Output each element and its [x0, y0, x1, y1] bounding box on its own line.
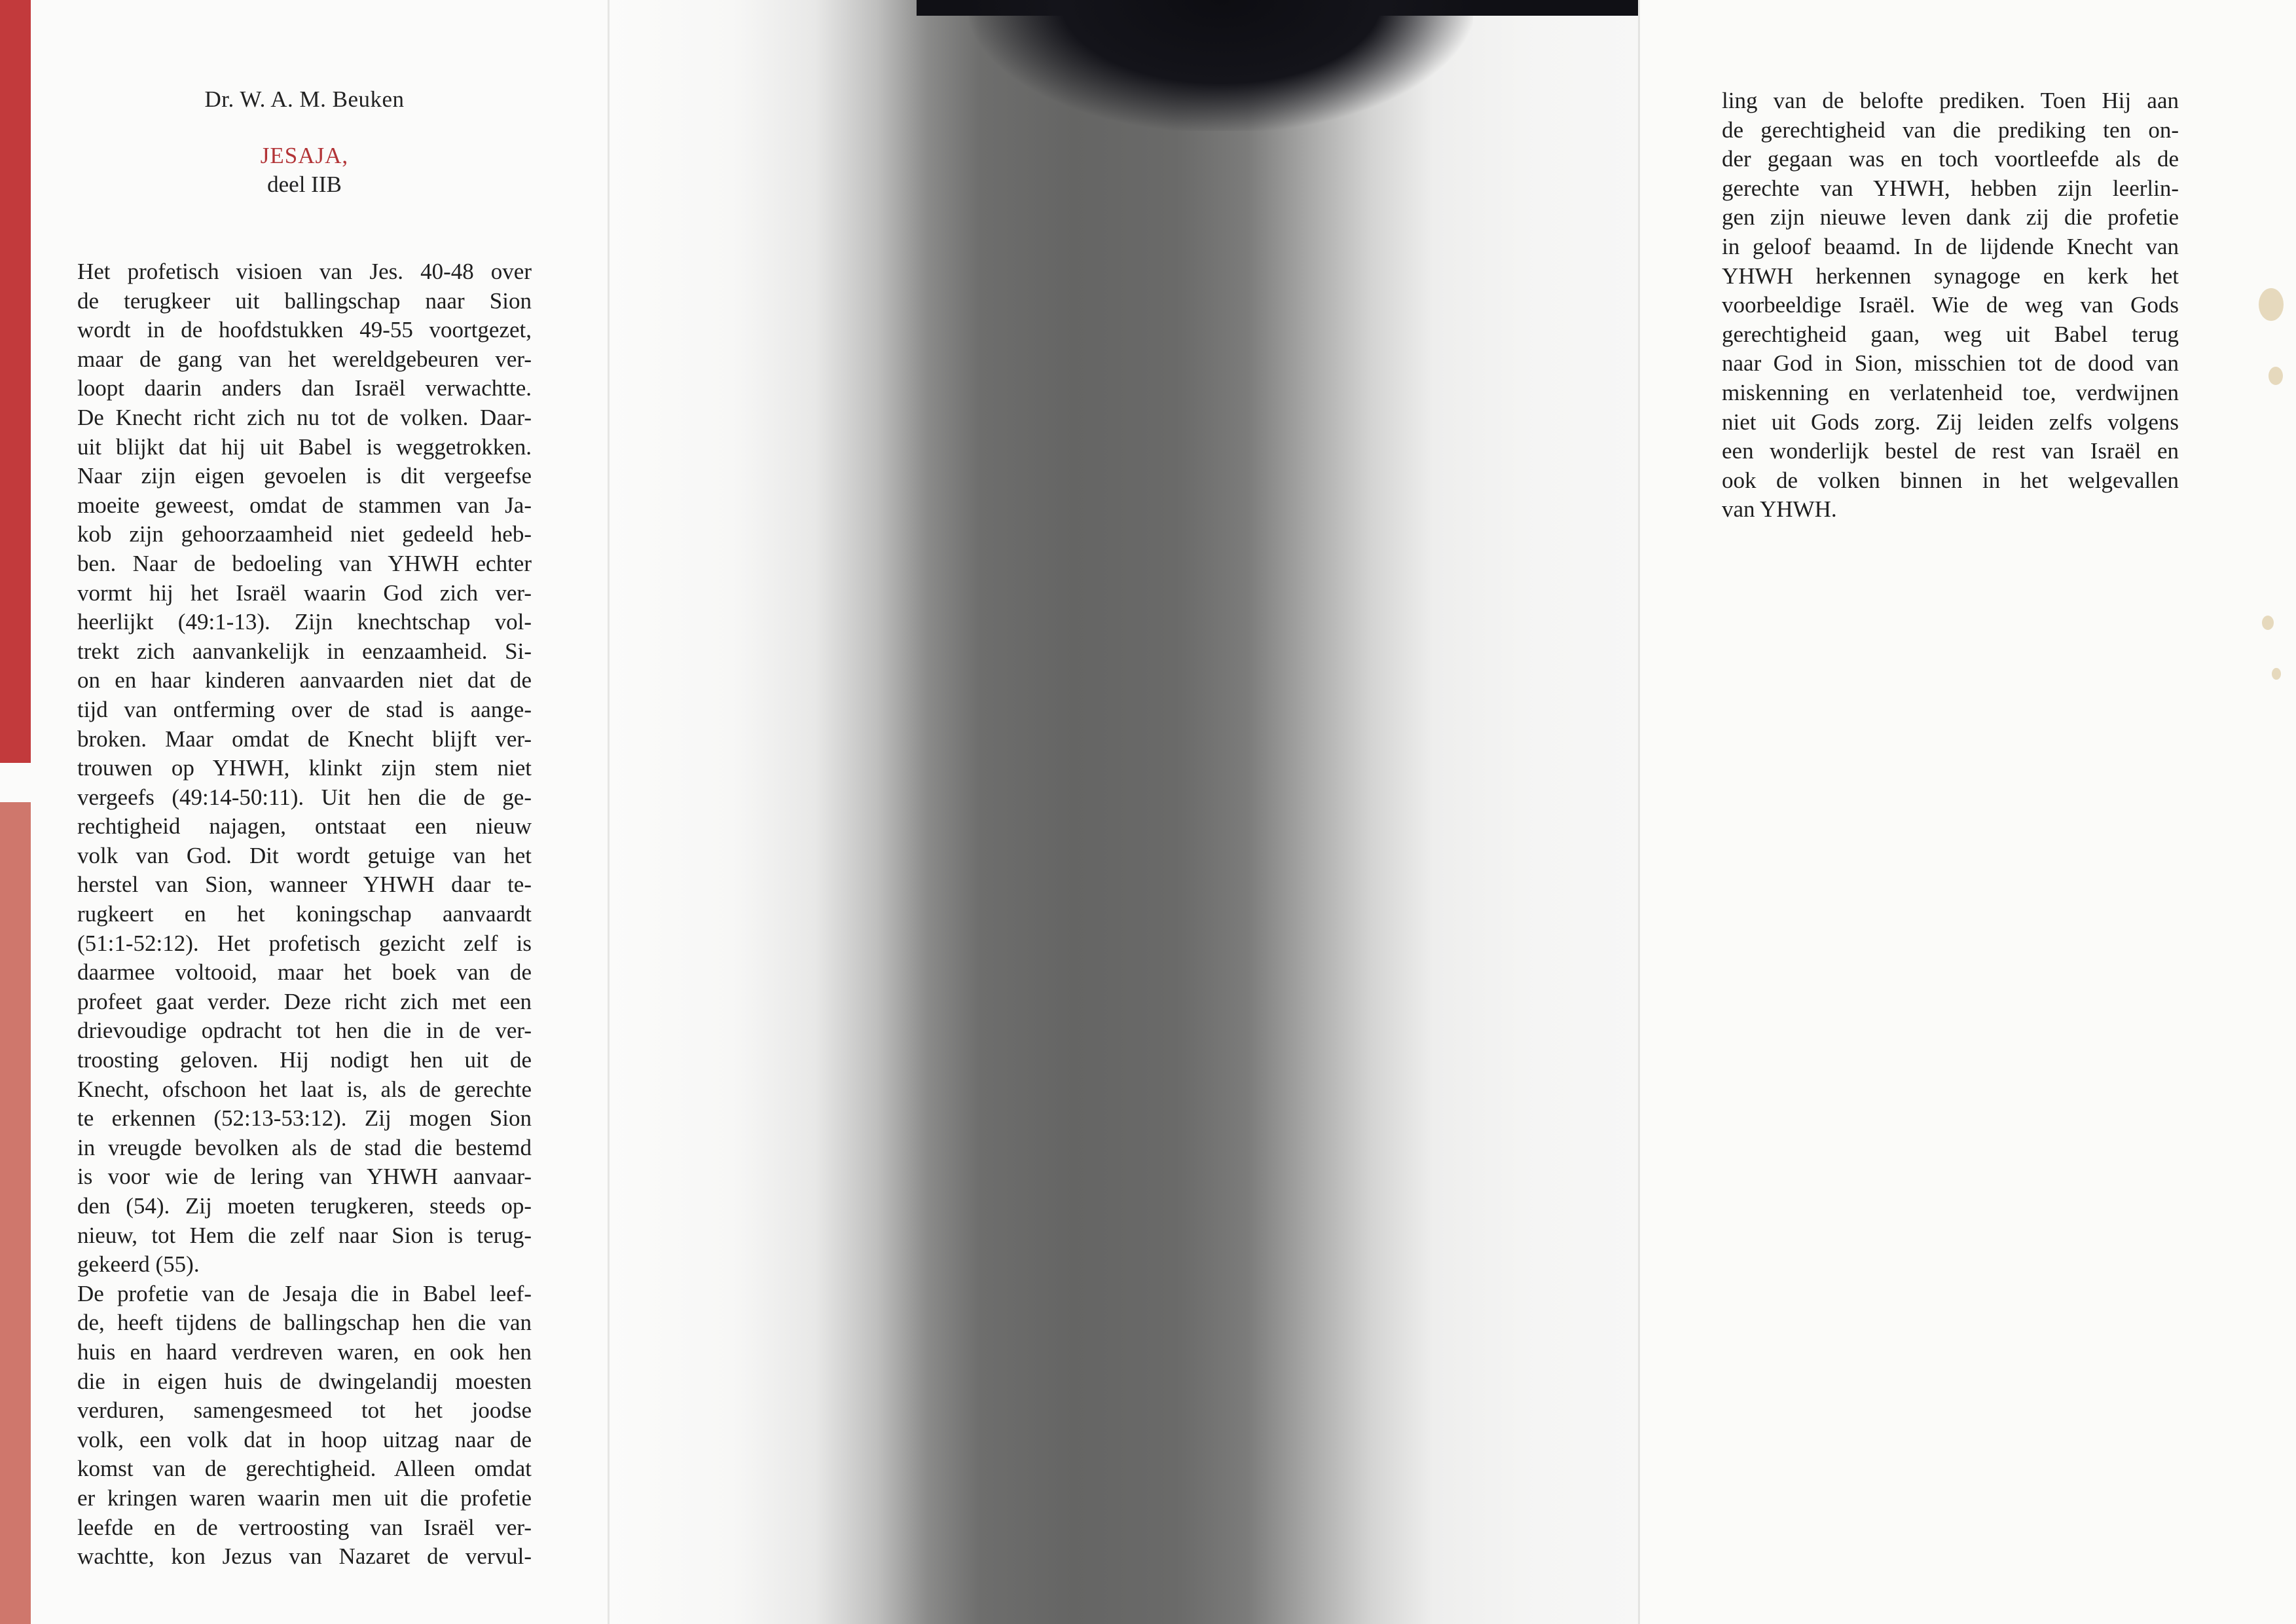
foxing-spot	[2262, 616, 2274, 630]
text-line: (51:1-52:12). Het profetisch gezicht zelf is	[77, 930, 532, 956]
text-line: uit blijkt dat hij uit Babel is weggetrokken.	[77, 434, 532, 460]
book-subtitle: deel IIB	[267, 172, 342, 197]
text-line: vormt hij het Israël waarin God zich ver-	[77, 580, 532, 606]
text-line: is voor wie de lering van YHWH aanvaar-	[77, 1164, 532, 1190]
red-edge-strip-bottom	[0, 802, 31, 1624]
text-line: komst van de gerechtigheid. Alleen omdat	[77, 1456, 532, 1482]
text-line: rechtigheid najagen, ontstaat een nieuw	[77, 813, 532, 840]
text-line: de terugkeer uit ballingschap naar Sion	[77, 287, 532, 314]
foxing-spot	[2259, 288, 2284, 321]
text-line: trekt zich aanvankelijk in eenzaamheid. Si-	[77, 638, 532, 664]
text-line: maar de gang van het wereldgebeuren ver-	[77, 346, 532, 372]
left-flap-body-text	[77, 257, 532, 1572]
text-line: Knecht, ofschoon het laat is, als de gerechte	[77, 1076, 532, 1102]
text-line: gerechtigheid gaan, weg uit Babel terug	[1722, 321, 2179, 347]
text-line: gen zijn nieuwe leven dank zij die profetie	[1722, 204, 2179, 231]
left-fold-edge	[608, 0, 610, 1624]
text-line: nieuw, tot Hem die zelf naar Sion is terug-	[77, 1222, 532, 1248]
author-name: Dr. W. A. M. Beuken	[204, 86, 405, 112]
text-line: ook de volken binnen in het welgevallen	[1722, 467, 2179, 493]
text-line: volk van God. Dit wordt getuige van het	[77, 842, 532, 868]
text-line: De profetie van de Jesaja die in Babel leef-	[77, 1280, 532, 1306]
text-line: loopt daarin anders dan Israël verwachtte.	[77, 375, 532, 401]
text-line: broken. Maar omdat de Knecht blijft ver-	[77, 726, 532, 752]
text-line: miskenning en verlatenheid toe, verdwijnen	[1722, 379, 2179, 405]
text-line: een wonderlijk bestel de rest van Israël en	[1722, 438, 2179, 464]
foxing-spot	[2272, 668, 2281, 680]
text-line: De Knecht richt zich nu tot de volken. Daar-	[77, 404, 532, 430]
text-line: wordt in de hoofdstukken 49-55 voortgezet,	[77, 317, 532, 343]
text-line: huis en haard verdreven waren, en ook hen	[77, 1338, 532, 1365]
foxing-spot	[2269, 367, 2283, 385]
text-line: de, heeft tijdens de ballingschap hen die van	[77, 1310, 532, 1336]
spine-fold	[609, 0, 1640, 1624]
text-line: van YHWH.	[1722, 496, 1837, 523]
text-line: kob zijn gehoorzaamheid niet gedeeld heb-	[77, 521, 532, 547]
text-line: drievoudige opdracht tot hen die in de ver-	[77, 1018, 532, 1044]
text-line: de gerechtigheid van die prediking ten on-	[1722, 117, 2179, 143]
text-line: YHWH herkennen synagoge en kerk het	[1722, 263, 2179, 289]
text-line: ben. Naar de bedoeling van YHWH echter	[77, 550, 532, 576]
text-line: verduren, samengesmeed tot het joodse	[77, 1397, 532, 1424]
text-line: volk, een volk dat in hoop uitzag naar de	[77, 1426, 532, 1452]
spine-top-shadow	[969, 0, 1473, 131]
text-line: rugkeert en het koningschap aanvaardt	[77, 901, 532, 927]
text-line: daarmee voltooid, maar het boek van de	[77, 959, 532, 986]
text-line: troosting geloven. Hij nodigt hen uit de	[77, 1047, 532, 1073]
book-title: JESAJA,	[260, 143, 349, 168]
text-line: wachtte, kon Jezus van Nazaret de vervul-	[77, 1543, 532, 1570]
text-line: vergeefs (49:14-50:11). Uit hen die de ge-	[77, 784, 532, 810]
text-line: trouwen op YHWH, klinkt zijn stem niet	[77, 755, 532, 781]
text-line: tijd van ontferming over de stad is aange-	[77, 696, 532, 722]
text-line: den (54). Zij moeten terugkeren, steeds op-	[77, 1193, 532, 1219]
text-line: on en haar kinderen aanvaarden niet dat de	[77, 667, 532, 693]
text-line: leefde en de vertroosting van Israël ver-	[77, 1514, 532, 1540]
text-line: te erkennen (52:13-53:12). Zij mogen Sion	[77, 1105, 532, 1132]
text-line: ling van de belofte prediken. Toen Hij aan	[1722, 88, 2179, 113]
text-line: er kringen waren waarin men uit die profetie	[77, 1485, 532, 1511]
text-line: herstel van Sion, wanneer YHWH daar te-	[77, 872, 532, 898]
text-line: heerlijkt (49:1-13). Zijn knechtschap vol-	[77, 609, 532, 635]
red-edge-strip-top	[0, 0, 31, 763]
text-line: voorbeeldige Israël. Wie de weg van Gods	[1722, 292, 2179, 318]
text-line: der gegaan was en toch voortleefde als de	[1722, 146, 2179, 172]
text-line: moeite geweest, omdat de stammen van Ja-	[77, 492, 532, 518]
text-line: naar God in Sion, misschien tot de dood van	[1722, 350, 2179, 377]
text-line: niet uit Gods zorg. Zij leiden zelfs volgens	[1722, 409, 2179, 435]
text-line: gerechte van YHWH, hebben zijn leerlin-	[1722, 175, 2179, 201]
left-flap	[0, 0, 609, 1624]
text-line: in geloof beaamd. In de lijdende Knecht van	[1722, 233, 2179, 259]
text-line: profeet gaat verder. Deze richt zich met een	[77, 988, 532, 1014]
text-line: Naar zijn eigen gevoelen is dit vergeefse	[77, 463, 532, 489]
text-line: Het profetisch visioen van Jes. 40-48 over	[77, 259, 532, 284]
text-line: gekeerd (55).	[77, 1251, 200, 1278]
right-flap-body-text	[1722, 86, 2179, 525]
text-line: die in eigen huis de dwingelandij moesten	[77, 1368, 532, 1394]
text-line: in vreugde bevolken als de stad die bestemd	[77, 1134, 532, 1160]
